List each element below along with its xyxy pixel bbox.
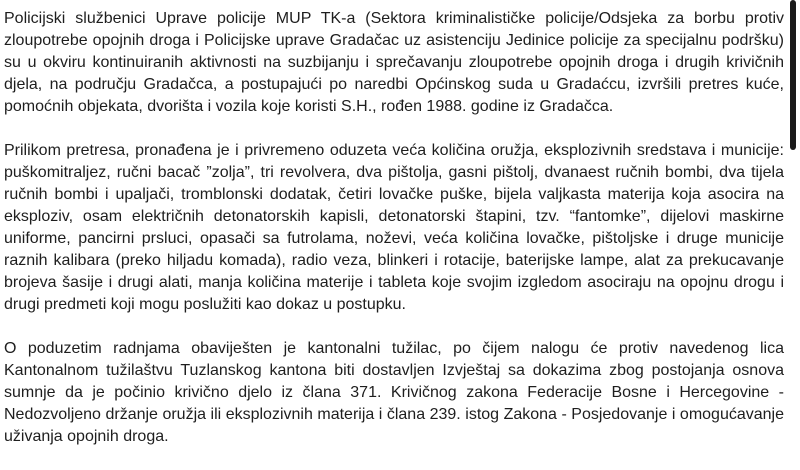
paragraph-search-operation: Policijski službenici Uprave policije MUP TK-a (Sektora kriminalističke policije/Odsjeka za borbu protiv zloupotrebe opojnih droga i Policijske uprave Gradačac uz asistenciju Jedinice policije za specijalnu podršku) su u okviru kontinuiranih aktivnosti na suzbijanju i sprečavanju zloupotrebe opojnih droga i drugih krivičnih djela, na području Gradačca, a postupajući po naredbi Općinskog suda u Gradaćcu, izvršili pretres kuće, pomoćnih objekata, dvorišta i vozila koje koristi S.H., rođen 1988. godine iz Gradačca. — [4, 10, 784, 115]
paragraph-seized-items: Prilikom pretresa, pronađena je i privremeno oduzeta veća količina oružja, eksplozivnih sredstava i municije: puškomitraljez, ručni bacač ”zolja”, tri revolvera, dva pištolja, gasni pištolj, dvanaest ručnih bombi, dva tijela ručnih bombi i upaljači, tromblonski dodatak, četiri lovačke puške, bijela valjkasta materija koja asocira na eksploziv, osam električnih detonatorskih kapisli, detonatorski štapini, tzv. “fantomke”, dijelovi maskirne uniforme, pancirni prsluci, opasači sa futrolama, noževi, veća količina lovačke, pištoljske i druge municije raznih kalibara (preko hiljadu komada), radio veza, blinkeri i rotacije, baterijske lampe, alat za prekucavanje brojeva šasije i drugi alati, manja količina materije i tableta koje svojim izgledom asociraju na opojnu drogu i drugi predmeti koji mogu poslužiti kao dokaz u postupku. — [4, 142, 784, 313]
scrollbar-thumb[interactable] — [790, 0, 796, 150]
paragraph-prosecutor-report: O poduzetim radnjama obaviješten je kantonalni tužilac, po čijem nalogu će protiv navedenog lica Kantonalnom tužilaštvu Tuzlanskog kantona biti dostavljen Izvještaj sa dokazima zbog postojanja osnova sumnje da je počinio krivično djelo iz člana 371. Krivičnog zakona Federacije Bosne i Hercegovine - Nedozvoljeno držanje oružja ili eksplozivnih materija i člana 239. istog Zakona - Posjedovanje i omogućavanje uživanja opojnih droga. — [4, 340, 784, 445]
vertical-scrollbar[interactable] — [786, 0, 800, 448]
